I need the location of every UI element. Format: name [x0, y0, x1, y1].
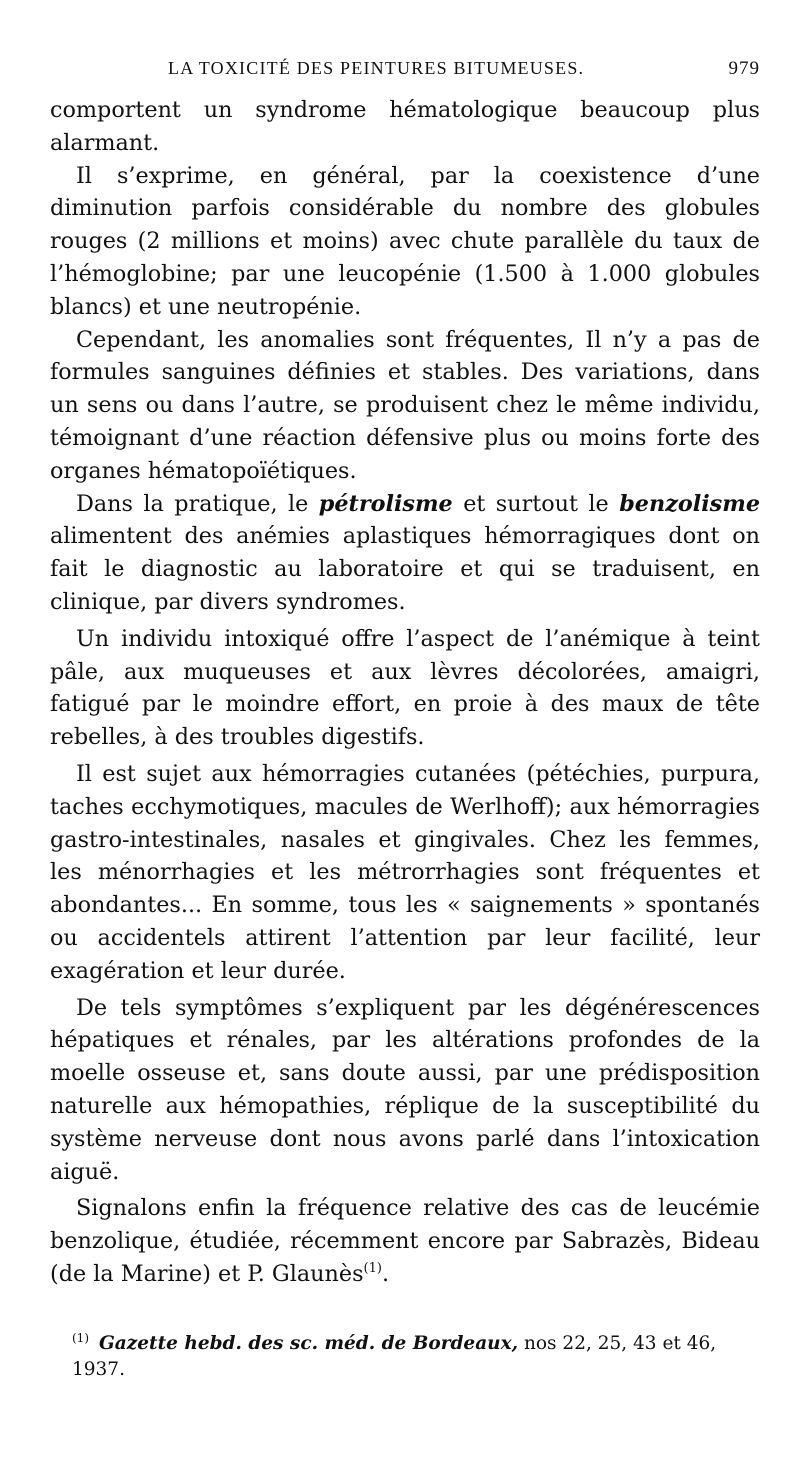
paragraph-text: .: [381, 1260, 390, 1287]
paragraph-text: Il est sujet aux hémorragies cutanées (pétéchies, purpura, taches ecchymotiques, macules de Werlhoff); aux hémorragies gastro-intestinales, nasales et gingivales. Chez les femmes, les ménorrhagies et les métrorrhagies sont fréquentes et abondantes... En somme, tous les « saignements » spontanés ou accidentels attirent l’attention par leur facilité, leur exagération et leur durée.: [50, 760, 760, 984]
paragraph: [50, 94, 760, 160]
paragraph-text: comportent un syndrome hématologique beaucoup plus alarmant.: [50, 97, 760, 156]
paragraph: [50, 488, 760, 619]
footnote: [72, 1325, 760, 1383]
body-text: [50, 94, 760, 1291]
page-header: [50, 58, 760, 90]
italic-term: pétrolisme: [318, 490, 453, 517]
footnote-reference[interactable]: (1): [363, 1260, 382, 1276]
paragraph: [50, 623, 760, 754]
paragraph: [50, 758, 760, 988]
running-title: LA TOXICITÉ DES PEINTURES BITUMEUSES.: [168, 58, 585, 78]
paragraph: [50, 992, 760, 1189]
paragraph-text: Un individu intoxiqué offre l’aspect de l’anémique à teint pâle, aux muqueuses et aux lèvres décolorées, amaigri, fatigué par le moindre effort, en proie à des maux de tête rebelles, à des troubles digestifs.: [50, 625, 760, 751]
paragraph-text: alimentent des anémies aplastiques hémorragiques dont on fait le diagnostic au laboratoire et qui se traduisent, en clinique, par divers syndromes.: [50, 523, 760, 615]
page-number: 979: [728, 58, 760, 79]
footnote-journal: Gazette hebd. des sc. méd. de Bordeaux,: [99, 1332, 519, 1354]
paragraph-text: Il s’exprime, en général, par la coexistence d’une diminution parfois considérable du nombre des globules rouges (2 millions et moins) avec chute parallèle du taux de l’hémoglobine; par une leucopénie (1.500 à 1.000 globules blancs) et une neutropénie.: [50, 162, 760, 320]
paragraph-text: Signalons enfin la fréquence relative des cas de leucémie benzolique, étudiée, récemment encore par Sabrazès, Bideau (de la Marine) et P. Glaunès: [50, 1195, 760, 1287]
footnote-details: nos 22, 25, 43 et 46, 1937.: [72, 1332, 717, 1380]
paragraph-text: Cependant, les anomalies sont fréquentes, Il n’y a pas de formules sanguines définies et stables. Des variations, dans un sens ou dans l’autre, se produisent chez le même individu, témoignant d’une réaction défensive plus ou moins forte des organes hématopoïétiques.: [50, 326, 760, 484]
paragraph: [50, 324, 760, 488]
paragraph-text: Dans la pratique, le: [76, 490, 319, 517]
page: [50, 58, 760, 1383]
paragraph: [50, 1192, 760, 1290]
italic-term: benzolisme: [619, 490, 761, 517]
paragraph-text: et surtout le: [452, 490, 620, 517]
paragraph: [50, 160, 760, 324]
footnote-mark: (1): [72, 1330, 89, 1345]
paragraph-text: De tels symptômes s’expliquent par les dégénérescences hépatiques et rénales, par les altérations profondes de la moelle osseuse et, sans doute aussi, par une prédisposition naturelle aux hémopathies, réplique de la susceptibilité du système nerveuse dont nous avons parlé dans l’intoxication aiguë.: [50, 994, 760, 1185]
